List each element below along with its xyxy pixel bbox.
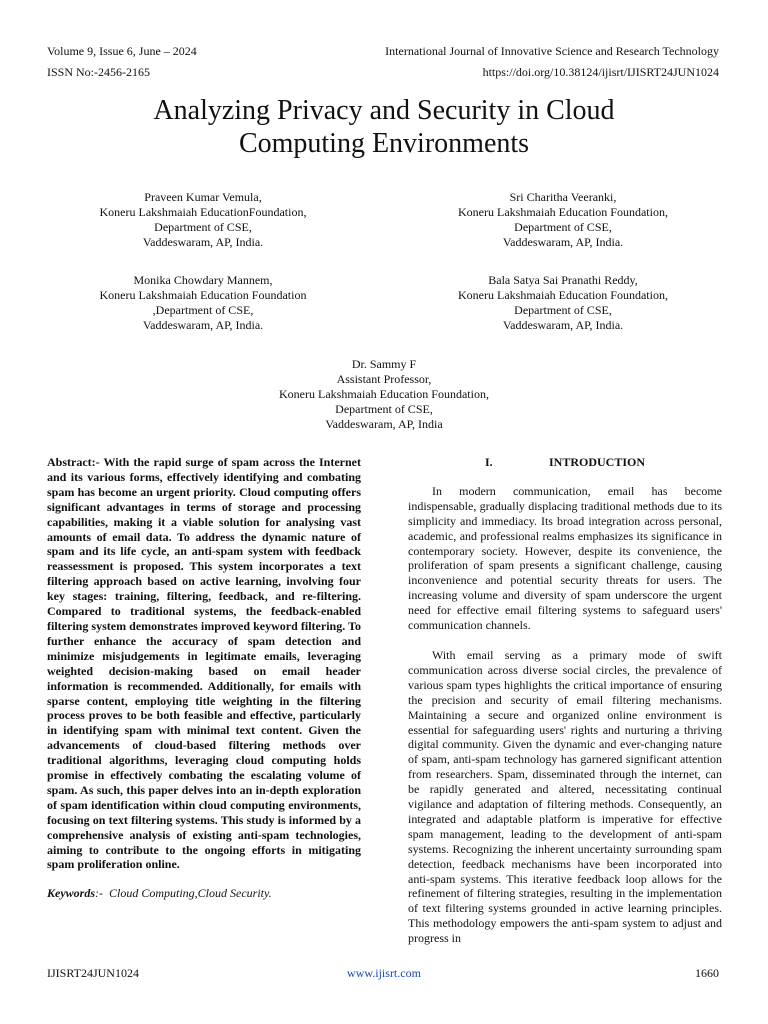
author-department: Department of CSE,	[514, 220, 612, 234]
author-location: Vaddeswaram, AP, India.	[502, 235, 624, 249]
keywords-separator: :-	[95, 886, 103, 901]
author-block	[53, 190, 353, 250]
right-column	[408, 455, 722, 961]
author-name: Bala Satya Sai Pranathi Reddy,	[488, 273, 638, 287]
author-block	[413, 190, 713, 250]
author-affiliation: Koneru Lakshmaiah Education Foundation,	[458, 288, 668, 302]
intro-paragraph-1: In modern communication, email has become indispensable, gradually displacing traditional methods due to its simplicity and immediacy. Its broad integration across personal, academic, and professional realms emphasizes its significance in contemporary society. However, despite its convenience, the proliferation of spam presents a significant challenge, causing inconvenience and potential security threats for users. The increasing volume and diversity of spam underscore the urgent need for effective email filtering systems to safeguard users' communication channels.	[408, 483, 722, 633]
journal-name: International Journal of Innovative Science and Research Technology	[385, 44, 719, 58]
advisor-name: Dr. Sammy F	[351, 357, 417, 371]
footer-website-link[interactable]: www.ijisrt.com	[347, 966, 421, 980]
author-block	[53, 273, 353, 333]
volume-info: Volume 9, Issue 6, June – 2024	[47, 44, 197, 58]
author-department: ,Department of CSE,	[152, 303, 254, 317]
advisor-affiliation: Koneru Lakshmaiah Education Foundation,	[279, 387, 489, 401]
author-affiliation: Koneru Lakshmaiah EducationFoundation,	[99, 205, 307, 219]
advisor-department: Department of CSE,	[335, 402, 433, 416]
keywords-text: Cloud Computing,Cloud Security.	[109, 886, 272, 901]
section-title: INTRODUCTION	[548, 455, 645, 469]
intro-paragraph-2: With email serving as a primary mode of swift communication across diverse social circles, the prevalence of various spam types highlights the critical importance of ensuring the precision and security of email filtering mechanisms. Maintaining a secure and organized online environment is essential for safeguarding users' rights and nurturing a thriving digital community. Given the dynamic and ever-changing nature of spam, anti-spam technology has garnered significant attention from researchers. Spam, disseminated through the internet, can be rapidly generated and altered, necessitating continual vigilance and adaptation of filtering methods. Consequently, an integrated and adaptable platform is imperative for effective spam management, leading to the development of anti-spam systems. Recognizing the inherent uncertainty surrounding spam detection, feedback mechanisms have been incorporated into anti-spam systems. This iterative feedback loop allows for the refinement of filtering strategies, resulting in the implementation of text filtering systems grounded in active learning principles. This methodology empowers the anti-spam system to adjust and progress in	[408, 647, 722, 946]
title-line-2: Computing Environments	[238, 128, 530, 159]
author-name: Praveen Kumar Vemula,	[144, 190, 262, 204]
author-affiliation: Koneru Lakshmaiah Education Foundation	[99, 288, 307, 302]
page-number: 1660	[695, 966, 719, 980]
paper-title	[0, 94, 768, 160]
advisor-role: Assistant Professor,	[336, 372, 432, 386]
doi-link[interactable]: https://doi.org/10.38124/ijisrt/IJISRT24JUN1024	[482, 65, 719, 79]
author-affiliation: Koneru Lakshmaiah Education Foundation,	[458, 205, 668, 219]
keywords-line	[47, 886, 361, 901]
author-location: Vaddeswaram, AP, India.	[502, 318, 624, 332]
issn: ISSN No:-2456-2165	[47, 65, 151, 79]
section-number: I.	[484, 455, 493, 469]
left-column	[47, 455, 361, 901]
keywords-label: Keywords	[47, 886, 95, 901]
author-block	[413, 273, 713, 333]
author-department: Department of CSE,	[514, 303, 612, 317]
advisor-block	[234, 357, 534, 432]
author-location: Vaddeswaram, AP, India.	[142, 318, 264, 332]
author-location: Vaddeswaram, AP, India.	[142, 235, 264, 249]
section-heading	[408, 455, 722, 470]
title-line-1: Analyzing Privacy and Security in Cloud	[153, 95, 615, 126]
advisor-location: Vaddeswaram, AP, India	[325, 417, 443, 431]
author-name: Monika Chowdary Mannem,	[133, 273, 273, 287]
author-department: Department of CSE,	[154, 220, 252, 234]
abstract: Abstract:- With the rapid surge of spam across the Internet and its various forms, effectively identifying and combating spam has become an urgent priority. Cloud computing offers significant advantages in terms of storage and processing capabilities, making it a viable solution for analysing vast amounts of email data. To address the dynamic nature of spam and its life cycle, an anti-spam system with feedback reassessment is proposed. This system incorporates a text filtering approach based on active learning, involving four key stages: training, filtering, feedback, and re-filtering. Compared to traditional systems, the feedback-enabled filtering system demonstrates improved keyword filtering. To further enhance the accuracy of spam detection and minimize misjudgements in legitimate emails, leveraging weighted decision-making based on email header information is recommended. Additionally, for emails with sparse content, employing title weighting in the filtering process proves to be both feasible and effective, particularly in identifying spam with minimal text content. Given the advancements of cloud-based filtering methods over traditional algorithms, leveraging cloud computing holds promise in effectively combating the escalating volume of spam. As such, this paper delves into an in-depth exploration of spam identification within cloud computing environments, focusing on text filtering systems. This study is informed by a comprehensive analysis of existing anti-spam technologies, aiming to contribute to the ongoing efforts in mitigating spam proliferation online.	[47, 455, 361, 872]
author-name: Sri Charitha Veeranki,	[509, 190, 617, 204]
footer-paper-code: IJISRT24JUN1024	[47, 966, 139, 980]
